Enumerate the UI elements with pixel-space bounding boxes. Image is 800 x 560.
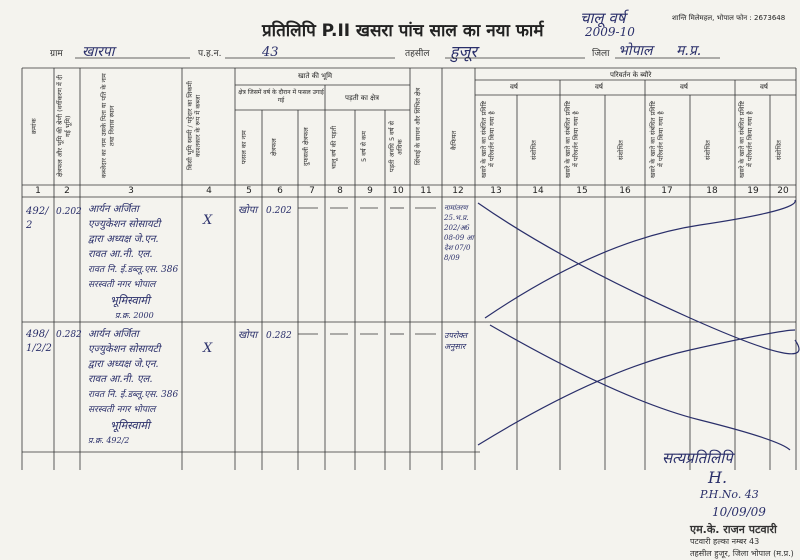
certification-text: सत्यप्रतिलिपि [662, 449, 733, 467]
tehsil-value: हुजूर [450, 42, 477, 61]
col-header-1: क्रमांक [30, 118, 38, 134]
col-num-4: 4 [206, 186, 212, 196]
col-header-3: कब्जेदार का नाम उसके पिता या पति के नाम तथा निवास स्थान [100, 73, 116, 179]
row2-area: 0.282 [56, 330, 82, 340]
col-num-5: 5 [246, 186, 252, 196]
col-num-18: 18 [706, 186, 718, 196]
group-changes: परिवर्तन के ब्यौरे [610, 71, 652, 79]
col-num-7: 7 [309, 186, 315, 196]
col-num-14: 14 [532, 186, 544, 196]
printer-line: शान्ति मिलेमहल, भोपाल फोन : 2673648 [672, 14, 786, 22]
phn-value: 43 [262, 45, 279, 60]
col-num-12: 12 [452, 186, 464, 196]
row1-owner-line-6: सरस्वती नगर भोपाल [88, 280, 156, 290]
row2-crop: खोपा [238, 330, 258, 341]
col-num-15: 15 [576, 186, 588, 196]
gram-value: खारपा [82, 44, 115, 60]
col-num-1: 1 [35, 186, 41, 196]
row1-owner-line-2: एज्युकेशन सोसायटी [88, 219, 161, 230]
row1-owner-line-4: रावत आ.नी. एल. [88, 249, 153, 260]
row2-owner-line-1: आर्यन अर्जिता [88, 329, 139, 340]
certification-phn: P.H.No. 43 [700, 488, 759, 501]
year-word-4: वर्ष [760, 83, 768, 91]
sub-crop-area: क्षेत्र जिसमें वर्ष के दौरान में फसल उगाई गई [238, 89, 324, 104]
group-cultivated: खाते की भूमि [298, 72, 333, 80]
col-header-4: किसी भूमि स्वामी / पट्टेदार का शिकमी काश्तकार के रूप में कब्जा [186, 81, 202, 171]
col-header-7: दुफसली क्षेत्रफल [302, 127, 310, 167]
row2-owner-line-4: रावत आ.नी. एल. [88, 374, 153, 385]
year-word-3: वर्ष [680, 83, 688, 91]
patwari-stamp-line-1: एम.के. राजन पटवारी [690, 523, 777, 536]
tehsil-label: तहसील [405, 49, 430, 59]
col-num-13: 13 [490, 186, 502, 196]
col-num-19: 19 [747, 186, 759, 196]
row2-owner-line-2: एज्युकेशन सोसायटी [88, 344, 161, 355]
col-num-20: 20 [777, 186, 789, 196]
col-num-16: 16 [619, 186, 631, 196]
row2-owner-status: भूमिस्वामी [110, 419, 150, 432]
gram-label: ग्राम [50, 49, 63, 59]
form-title: प्रतिलिपि P.II खसरा पांच साल का नया फार्म [262, 21, 544, 41]
col-header-19: खसरे के खाते का संबंधित प्रविष्टि में परिवर्तन किया गया है [738, 100, 754, 178]
sub-fallow: पड़ती का क्षेत्र [345, 94, 380, 102]
col-num-8: 8 [337, 186, 343, 196]
col-header-8: चालू वर्ष की पड़ती [330, 125, 338, 169]
year-handwritten: चालू वर्ष [580, 9, 626, 27]
row1-area: 0.202 [56, 207, 82, 217]
row2-crop-area: 0.282 [266, 331, 292, 341]
col-num-9: 9 [367, 186, 373, 196]
row1-shikmi-mark: X [203, 213, 213, 228]
row1-crop-area: 0.202 [266, 206, 292, 216]
row2-shikmi-mark: X [203, 341, 213, 356]
patwari-stamp-line-2: पटवारी हल्का नम्बर 43 [690, 537, 760, 546]
col-header-18: संशोधित [704, 140, 712, 160]
row1-owner-ref: प्र.क्र. 2000 [115, 311, 154, 320]
row2-owner-line-5: रावत नि. ई.डब्लू.एस. 386 [88, 390, 179, 400]
row2-remarks: उपरोक्त अनुसार [444, 331, 468, 351]
certification-date: 10/09/09 [712, 505, 766, 519]
row1-owner-line-5: रावत नि. ई.डब्लू.एस. 386 [88, 265, 179, 275]
certification-initials: H. [708, 468, 728, 487]
row2-owner-ref: प्र.क्र. 492/2 [88, 436, 130, 445]
col-num-10: 10 [392, 186, 404, 196]
col-header-14: संशोधित [530, 140, 538, 160]
col-num-3: 3 [128, 186, 134, 196]
col-header-5: फसल का नाम [240, 130, 248, 164]
row1-owner-line-1: आर्यन अर्जिता [88, 204, 139, 215]
row2-owner-line-6: सरस्वती नगर भोपाल [88, 405, 156, 415]
row1-owner-line-3: द्वारा अध्यक्ष जे.एन. [88, 234, 159, 245]
state-value: म.प्र. [676, 43, 702, 59]
row2-owner-line-3: द्वारा अध्यक्ष जे.एन. [88, 359, 159, 370]
col-header-6: क्षेत्रफल [270, 138, 278, 156]
col-num-6: 6 [277, 186, 283, 196]
year-word-2: वर्ष [595, 83, 603, 91]
phn-label: प.ह.न. [198, 49, 222, 59]
col-header-17: खसरे के खाते का संबंधित प्रविष्टि में परिवर्तन किया गया है [649, 100, 665, 178]
col-header-9: 5 वर्ष से कम [360, 131, 368, 163]
col-header-15: खसरे के खाते का संबंधित प्रविष्टि में परिवर्तन किया गया है [564, 100, 580, 178]
col-header-16: संशोधित [617, 140, 625, 160]
col-header-20: संशोधित [775, 140, 783, 160]
col-header-12: कैफियत [450, 130, 458, 150]
row1-khasra: 492/2 [26, 206, 49, 231]
col-header-11: सिंचाई के साधन और सिंचित क्षेत्र [414, 87, 422, 165]
row1-owner-status: भूमिस्वामी [110, 294, 150, 307]
col-header-2: क्षेत्रफल और भूमि की श्रेणी (वर्गीकरण में दी गई भूमि) [56, 74, 72, 178]
year-word-1: वर्ष [510, 83, 518, 91]
col-num-11: 11 [420, 186, 432, 196]
zila-label: जिला [592, 49, 610, 59]
col-header-13: खसरे के खाते का संबंधित प्रविष्टि में परिवर्तन किया गया है [480, 100, 496, 178]
row1-crop: खोपा [238, 205, 258, 216]
col-num-2: 2 [64, 186, 70, 196]
patwari-stamp-line-3: तहसील हुजूर, जिला भोपाल (म.प्र.) [690, 549, 794, 558]
year-handwritten-2: 2009-10 [585, 25, 635, 39]
col-num-17: 17 [661, 186, 673, 196]
zila-value: भोपाल [618, 43, 653, 59]
row2-khasra: 498/1/2/2 [26, 329, 52, 354]
col-header-10: पड़ती अवधि 5 वर्ष से अधिक [388, 121, 404, 173]
row1-remarks: नामांतरण 25.भ.प्र. 202/अ6 08-09 आदेश 07/08/09 [444, 204, 474, 262]
